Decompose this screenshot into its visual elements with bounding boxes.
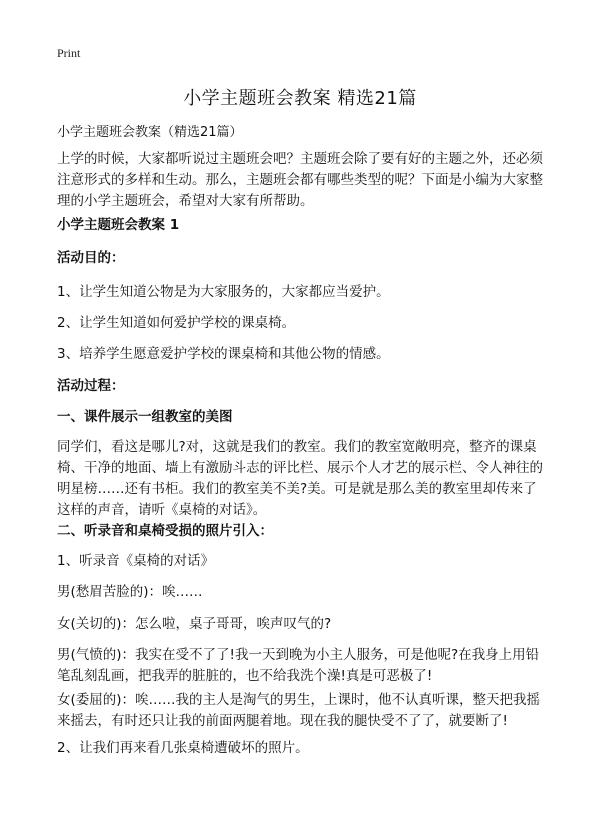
- goal-heading: 活动目的：: [57, 250, 125, 266]
- step1-paragraph: 同学们，看这是哪儿?对，这就是我们的教室。我们的教室宽敞明亮，整齐的课桌椅、干净的地面、墙上有激励斗志的评比栏、展示个人才艺的展示栏、令人神往的明星榜……还有书柜。我们的教室美不美?美。可是就是那么美的教室里却传来了这样的声音，请听《桌椅的对话》。: [57, 439, 543, 518]
- step1-heading: 一、课件展示一组教室的美图: [57, 409, 233, 425]
- step2-item: 1、听录音《桌椅的对话》: [57, 553, 215, 569]
- step2-item: 2、让我们再来看几张桌椅遭破坏的照片。: [57, 740, 309, 756]
- goal-item: 1、让学生知道公物是为大家服务的，大家都应当爱护。: [57, 284, 390, 300]
- dialog-line: 男(愁眉苦脸的)：唉……: [57, 584, 203, 600]
- goal-item: 2、让学生知道如何爱护学校的课桌椅。: [57, 315, 296, 331]
- print-label[interactable]: Print: [57, 46, 81, 60]
- goal-item: 3、培养学生愿意爱护学校的课桌椅和其他公物的情感。: [57, 346, 390, 362]
- step2-heading: 二、听录音和桌椅受损的照片引入：: [57, 523, 273, 539]
- dialog-line: 女(委屈的)：唉……我的主人是淘气的男生，上课时，他不认真听课，整天把我摇来摇去，有时还只让我的前面两腿着地。现在我的腿快受不了了，就要断了!: [57, 692, 541, 729]
- dialog-line: 男(气愤的)：我实在受不了了!我一天到晚为小主人服务，可是他呢?在我身上用铅笔乱刻乱画，把我弄的脏脏的，也不给我洗个澡!真是可恶极了!: [57, 647, 540, 684]
- intro-paragraph: 上学的时候，大家都听说过主题班会吧？主题班会除了要有好的主题之外，还必须注意形式的多样和生动。那么，主题班会都有哪些类型的呢？下面是小编为大家整理的小学主题班会，希望对大家有所帮助。: [57, 151, 543, 209]
- document-subtitle: 小学主题班会教案（精选21篇）: [57, 125, 243, 140]
- document-title: 小学主题班会教案 精选21篇: [183, 88, 417, 109]
- dialog-line: 女(关切的)：怎么啦，桌子哥哥，唉声叹气的?: [57, 616, 332, 632]
- process-heading: 活动过程：: [57, 378, 125, 394]
- section-title: 小学主题班会教案 1: [57, 217, 180, 233]
